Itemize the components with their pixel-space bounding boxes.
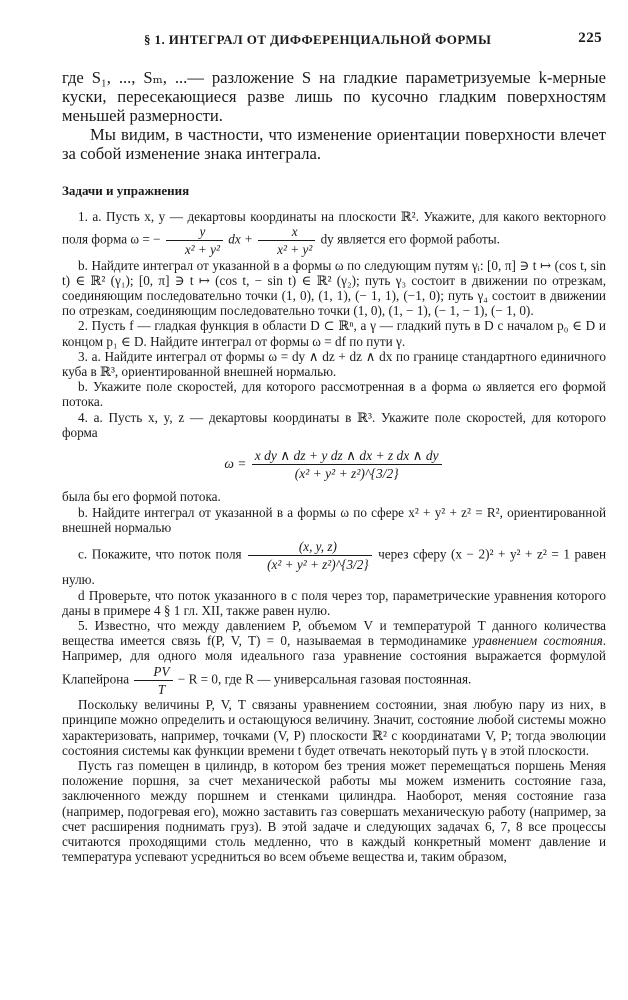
fraction-numerator: x bbox=[258, 224, 315, 241]
problem-2: 2. Пусть f — гладкая функция в области D ⊂ ℝⁿ, а γ — гладкий путь в D с началом p₀ ∈ D и концом p₁ ∈ D. Найдите интеграл от формы ω = df по пути γ. bbox=[62, 318, 606, 349]
fraction-denominator: T bbox=[157, 681, 166, 697]
problem-1a-tail: dy является его формой работы. bbox=[320, 231, 500, 247]
fraction-numerator: (x, y, z) bbox=[248, 539, 371, 556]
problem-4a-tail: была бы его формой потока. bbox=[62, 489, 221, 505]
fraction-y-over-r2 bbox=[166, 224, 223, 257]
problem-4d: d Проверьте, что поток указанного в с поля через тор, параметрические уравнения которого даны в примере 4 § 1 гл. XII, также равен нулю. bbox=[62, 587, 606, 618]
problem-5-middle: . Например, для одного моля идеального газа уравнение состояния выражается формулой Клапейрона bbox=[62, 633, 607, 687]
problem-5 bbox=[62, 618, 606, 697]
lead-paragraph-1: где S₁, ..., Sₘ, ...— разложение S на гладкие параметризуемые k-мерные куски, пересекающиеся разве лишь по кусочно гладким поверхностям меньшей размерности. bbox=[62, 68, 606, 125]
fraction-numerator: y bbox=[166, 224, 223, 241]
problem-3a: 3. а. Найдите интеграл от формы ω = dy ∧ dz + dz ∧ dx по границе стандартного единичного куба в ℝ³, ориентированной внешней нормалью. bbox=[62, 348, 606, 380]
clapeyron-fraction bbox=[134, 664, 172, 697]
problem-1b: b. Найдите интеграл от указанной в а формы ω по следующим путям γᵢ: [0, π] ∋ t ↦ (cos t, sin t) ∈ ℝ² (γ₁); [0, π] ∋ t ↦ (cos t, − sin t) ∈ ℝ² (γ₂); путь γ₃ состоит в движении по отрезкам, соединяющим последовательно точки (1, 0), (1, 1), (− 1, 1), (−1, 0); путь γ₄ состоит в движении по отрезкам, соединяющим последовательно точки (1, 0), (1, − 1), (− 1, − 1), (− 1, 0). bbox=[62, 257, 606, 319]
section-heading: Задачи и упражнения bbox=[62, 183, 190, 198]
formula-omega bbox=[62, 448, 606, 481]
lead-paragraph-2: Мы видим, в частности, что изменение ориентации поверхности влечет за собой изменение знака интеграла. bbox=[62, 125, 606, 163]
problem-1a-mid: dx + bbox=[228, 231, 253, 247]
fraction-numerator: x dy ∧ dz + y dz ∧ dx + z dx ∧ dy bbox=[252, 448, 442, 465]
problem-4c-text: с. Покажите, что поток поля bbox=[78, 546, 242, 562]
problems-list bbox=[62, 209, 606, 864]
fraction-denominator: x² + y² bbox=[184, 242, 220, 258]
running-header bbox=[62, 30, 606, 56]
paragraph-state: Поскольку величины P, V, T связаны уравнением состоянии, зная любую пару из них, в принципе можно определить и остающуюся величину. Значит, состояние любой системы можно характеризовать, например, точками (V, P) плоскости ℝ² с координатами V, P; тогда эволюции состояния системы как функции времени t будет отвечать некоторый путь γ в этой плоскости. bbox=[62, 697, 606, 758]
problem-5-text: 5. Известно, что между давлением P, объемом V и температурой T данного количества вещества имеется связь f(P, V, T) = 0, называемая в термодинамике bbox=[62, 618, 606, 649]
problem-1a bbox=[62, 209, 606, 258]
fraction-denominator: (x² + y² + z²)^{3/2} bbox=[294, 466, 399, 482]
problem-4b: b. Найдите интеграл от указанной в а формы ω по сфере x² + y² + z² = R², ориентированной внешней нормалью bbox=[62, 504, 606, 535]
fraction-x-over-r2 bbox=[258, 224, 315, 257]
problem-4a-intro: 4. а. Пусть x, y, z — декартовы координаты в ℝ³. Укажите поле скоростей, для которого форма bbox=[62, 409, 606, 440]
formula-lhs: ω = bbox=[224, 455, 247, 471]
lead-text bbox=[62, 68, 606, 163]
problem-4c-tail: через сферу (x − 2)² + y² + z² = 1 равен нулю. bbox=[62, 546, 607, 588]
fraction-denominator: (x² + y² + z²)^{3/2} bbox=[267, 557, 369, 573]
problem-3b: b. Укажите поле скоростей, для которого рассмотренная в а форма ω является его формой потока. bbox=[62, 379, 606, 410]
page-number: 225 bbox=[578, 30, 602, 46]
fraction-numerator: PV bbox=[134, 664, 172, 681]
paragraph-cylinder: Пусть газ помещен в цилиндр, в котором без трения может перемещаться поршень Меняя положение поршня, за счет механической работы мы можем изменить состояние газа, заключенного между поршнем и стенками цилиндра. Наоборот, меняя состояние газа (например, подогревая его), можно заставить газ совершать механическую работу (например, за счет расширения поднимать груз). В этой задаче и следующих задачах 6, 7, 8 все процессы считаются проходящими столь медленно, что в каждый конкретный момент давление и температура успевают усредниться во всем объеме вещества и, таким образом, bbox=[62, 757, 606, 865]
problem-1a-text: 1. а. Пусть x, y — декартовы координаты на плоскости ℝ². Укажите, для какого векторного поля форма ω = − bbox=[62, 209, 606, 247]
italic-term: уравнением состояния bbox=[473, 633, 603, 649]
chapter-section-title: § 1. ИНТЕГРАЛ ОТ ДИФФЕРЕНЦИАЛЬНОЙ ФОРМЫ bbox=[144, 32, 492, 47]
fraction-denominator: x² + y² bbox=[277, 242, 313, 258]
field-fraction bbox=[248, 539, 371, 572]
problem-5-tail: − R = 0, где R — универсальная газовая постоянная. bbox=[177, 671, 472, 687]
formula-fraction bbox=[252, 448, 442, 481]
problem-4c bbox=[62, 539, 606, 588]
